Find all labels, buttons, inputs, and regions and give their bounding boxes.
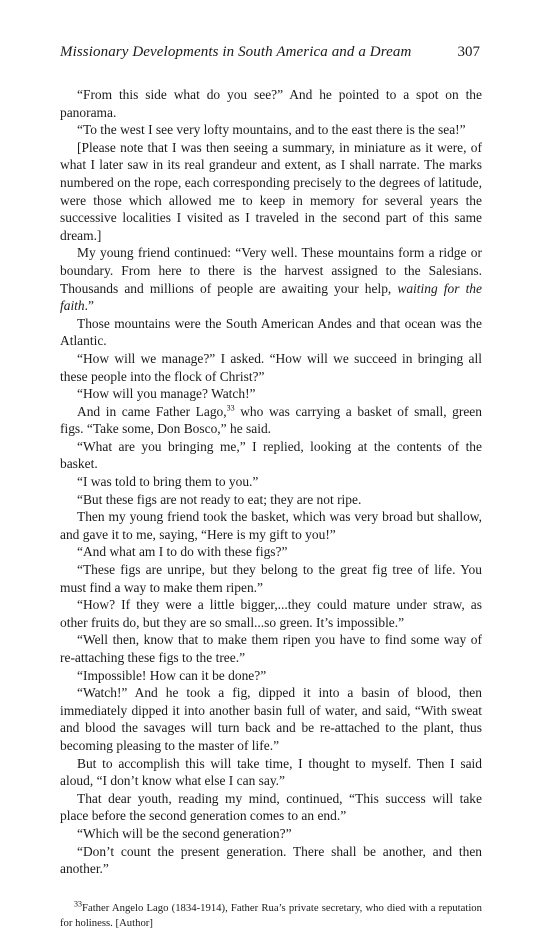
paragraph: “Don’t count the present generation. There shall be another, and then another.” bbox=[60, 843, 482, 877]
paragraph: “But these figs are not ready to eat; they are not ripe. bbox=[77, 491, 362, 507]
footnote-text: Father Angelo Lago (1834-1914), Father Rua’s private secretary, who died with a reputation for holiness. [Author] bbox=[60, 901, 482, 929]
paragraph: But to accomplish this will take time, I thought to myself. Then I said aloud, “I don’t know what else I can say.” bbox=[60, 755, 482, 789]
running-header-title: Missionary Developments in South America and a Dream bbox=[60, 44, 412, 60]
book-page bbox=[60, 44, 482, 931]
footnote-reference: 33 bbox=[226, 403, 235, 413]
paragraph: Then my young friend took the basket, which was very broad but shallow, and gave it to me, saying, “Here is my gift to you!” bbox=[60, 509, 482, 542]
page-number: 307 bbox=[457, 44, 480, 60]
paragraph: “Watch!” And he took a fig, dipped it into a basin of blood, then immediately dipped it into another basin full of water, and said, “With sweat and blood the savages will turn back and be re-attached to the plant, thus becoming pleasing to the master of life.” bbox=[60, 685, 482, 753]
paragraph: “To the west I see very lofty mountains, and to the east there is the sea!” bbox=[77, 122, 466, 138]
footnote bbox=[60, 901, 482, 931]
body-text bbox=[60, 86, 482, 878]
paragraph bbox=[60, 244, 482, 314]
paragraph-text: .” bbox=[84, 298, 94, 314]
paragraph: Those mountains were the South American Andes and that ocean was the Atlantic. bbox=[60, 315, 482, 349]
paragraph: That dear youth, reading my mind, continued, “This success will take place before the second generation comes to an end.” bbox=[60, 790, 482, 824]
italic-phrase: waiting for the faith bbox=[60, 280, 482, 314]
paragraph: “How will we manage?” I asked. “How will we succeed in bringing all these people into the flock of Christ?” bbox=[60, 350, 482, 384]
paragraph-text: And in came Father Lago, bbox=[77, 403, 227, 419]
paragraph: “These figs are unripe, but they belong to the great fig tree of life. You must find a way to make them ripen.” bbox=[60, 562, 482, 595]
paragraph: “Impossible! How can it be done?” bbox=[77, 667, 267, 683]
paragraph: “Well then, know that to make them ripen you have to find some way of re-attaching these figs to the tree.” bbox=[60, 632, 482, 665]
paragraph: “Which will be the second generation?” bbox=[77, 825, 292, 841]
paragraph: “How will you manage? Watch!” bbox=[77, 386, 256, 402]
paragraph: [Please note that I was then seeing a summary, in miniature as it were, of what I later saw in its real grandeur and extent, as I shall narrate. The marks numbered on the rope, each corresponding precisely to the degrees of latitude, were those which allowed me to keep in memory for several years the successive localities I visited as I traveled in the second part of this same dream.] bbox=[60, 139, 482, 243]
footnote-marker: 33 bbox=[74, 899, 82, 909]
paragraph: “From this side what do you see?” And he pointed to a spot on the panorama. bbox=[60, 87, 482, 120]
paragraph-text: who was carrying a basket of small, green figs. “Take some, Don Bosco,” he said. bbox=[60, 403, 482, 437]
paragraph: “And what am I to do with these figs?” bbox=[77, 544, 288, 560]
running-header bbox=[60, 44, 482, 66]
paragraph: “I was told to bring them to you.” bbox=[77, 474, 259, 490]
paragraph: “How? If they were a little bigger,...they could mature under straw, as other fruits do, but they are so small...so green. It’s impossible.” bbox=[60, 597, 482, 630]
paragraph bbox=[60, 403, 482, 438]
paragraph-text: My young friend continued: “Very well. These mountains form a ridge or boundary. From here to there is the harvest assigned to the Salesians. Thousands and millions of people are awaiting your help, bbox=[60, 245, 482, 296]
paragraph: “What are you bringing me,” I replied, looking at the contents of the basket. bbox=[60, 438, 482, 472]
